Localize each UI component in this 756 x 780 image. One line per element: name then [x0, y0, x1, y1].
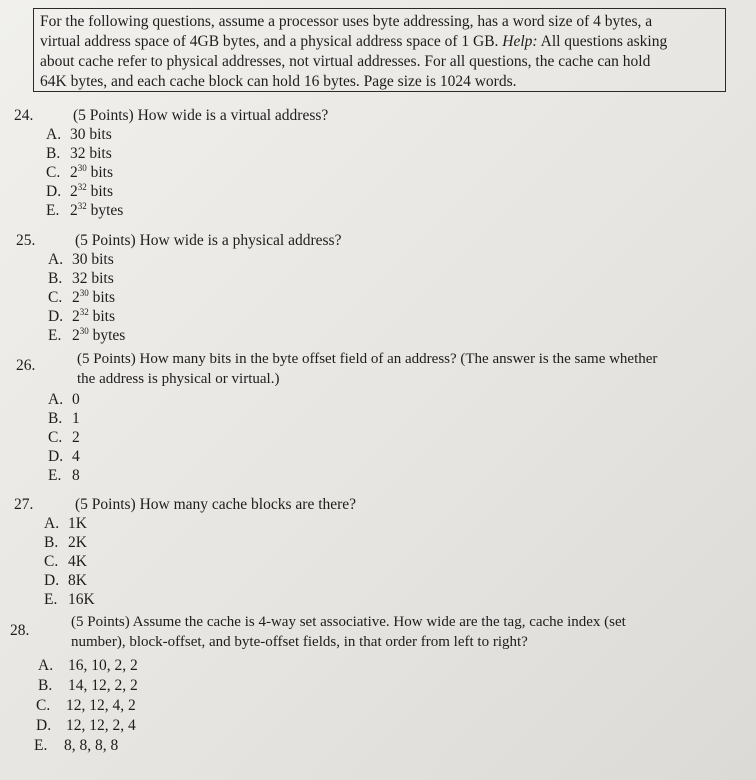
- option-e[interactable]: E. $2^{32}$ bytes: [46, 201, 124, 219]
- option-d[interactable]: D. $2^{32}$ bits: [46, 182, 114, 200]
- question-stem-continued: the address is physical or virtual.): [77, 371, 280, 387]
- question-stem: (5 Points) Assume the cache is 4-way set associative. How wide are the tag, cache index (set: [71, 614, 626, 630]
- option-a[interactable]: A. 30 bits: [48, 251, 114, 268]
- question-stem: (5 Points) How wide is a virtual address?: [73, 107, 329, 124]
- option-b[interactable]: B. 32 bits: [48, 270, 114, 287]
- question-number: 25.: [16, 232, 36, 249]
- option-b[interactable]: B. 32 bits: [46, 145, 112, 162]
- option-a[interactable]: A. 0: [48, 391, 80, 408]
- question-number: 28.: [10, 622, 30, 639]
- instructions-box: [33, 8, 726, 92]
- question-stem: (5 Points) How wide is a physical address?: [75, 232, 342, 249]
- question-27: [14, 495, 734, 610]
- option-b[interactable]: B. 1: [48, 410, 80, 427]
- option-e[interactable]: E. 8, 8, 8, 8: [34, 737, 119, 754]
- question-25: [16, 231, 736, 346]
- question-number: 24.: [14, 107, 34, 124]
- option-e[interactable]: E. 8: [48, 467, 80, 484]
- option-b[interactable]: B. 2K: [44, 534, 87, 551]
- option-a[interactable]: A. 1K: [44, 515, 87, 532]
- question-stem: (5 Points) How many cache blocks are there?: [75, 496, 357, 513]
- option-a[interactable]: A. 30 bits: [46, 126, 112, 143]
- intro-line-3: about cache refer to physical addresses, not virtual addresses. For all questions, the cache can hold: [40, 53, 651, 70]
- option-d[interactable]: D. $2^{32}$ bits: [48, 307, 116, 325]
- option-d[interactable]: D. 8K: [44, 572, 87, 589]
- option-c[interactable]: C. 4K: [44, 553, 87, 570]
- intro-line-2: virtual address space of 4GB bytes, and a physical address space of 1 GB. Help: All questions asking: [40, 33, 668, 50]
- option-d[interactable]: D. 4: [48, 448, 80, 465]
- option-a[interactable]: A. 16, 10, 2, 2: [38, 657, 138, 674]
- option-c[interactable]: C. $2^{30}$ bits: [48, 288, 116, 306]
- question-28: [10, 613, 740, 758]
- option-e[interactable]: E. $2^{30}$ bytes: [48, 326, 126, 344]
- option-e[interactable]: E. 16K: [44, 591, 95, 608]
- intro-line-4: 64K bytes, and each cache block can hold 16 bytes. Page size is 1024 words.: [40, 73, 517, 90]
- question-26: [16, 350, 736, 485]
- option-d[interactable]: D. 12, 12, 2, 4: [36, 717, 136, 734]
- question-number: 26.: [16, 357, 36, 374]
- option-c[interactable]: C. 12, 12, 4, 2: [36, 697, 136, 714]
- question-24: [14, 106, 734, 221]
- question-stem: (5 Points) How many bits in the byte offset field of an address? (The answer is the same whether: [77, 351, 658, 367]
- intro-line-1: For the following questions, assume a processor uses byte addressing, has a word size of 4 bytes, a: [40, 13, 653, 30]
- question-number: 27.: [14, 496, 34, 513]
- option-b[interactable]: B. 14, 12, 2, 2: [38, 677, 138, 694]
- option-c[interactable]: C. $2^{30}$ bits: [46, 163, 114, 181]
- question-stem-continued: number), block-offset, and byte-offset fields, in that order from left to right?: [71, 634, 528, 650]
- option-c[interactable]: C. 2: [48, 429, 80, 446]
